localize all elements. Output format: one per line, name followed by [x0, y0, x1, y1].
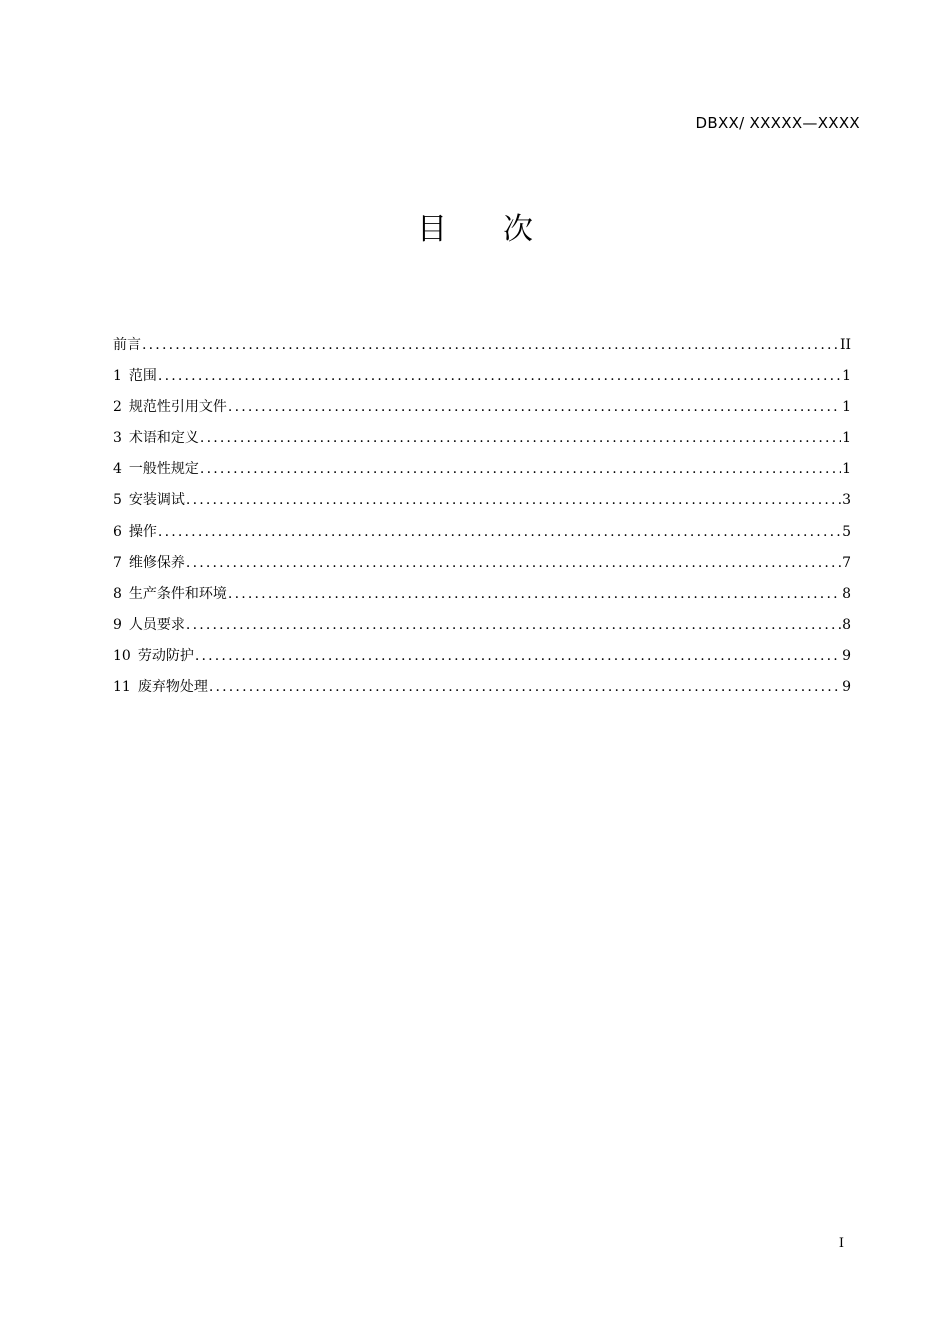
toc-entry-label: 规范性引用文件: [128, 399, 227, 416]
toc-entry-page: II: [839, 337, 851, 353]
toc-entry-page: 1: [842, 461, 851, 478]
toc-entry-page: 8: [842, 616, 851, 633]
toc-entry[interactable]: [113, 426, 851, 457]
toc-entry-number: 2: [113, 399, 122, 416]
toc-leader-dots: [228, 395, 841, 419]
toc-entry-page: 1: [842, 399, 851, 416]
toc-entry-number: 10: [113, 647, 131, 664]
toc-entry[interactable]: [113, 488, 851, 519]
toc-entry[interactable]: [113, 551, 851, 582]
toc-entry-label: 劳动防护: [137, 647, 194, 664]
toc-leader-dots: [228, 582, 841, 606]
toc-entry[interactable]: [113, 675, 851, 706]
toc-entry-label: 生产条件和环境: [128, 585, 227, 602]
toc-entry-label: 一般性规定: [128, 461, 199, 478]
toc-entry[interactable]: [113, 364, 851, 395]
table-of-contents: [113, 333, 851, 706]
toc-entry-number: 9: [113, 616, 122, 633]
toc-leader-dots: [142, 333, 839, 357]
toc-entry-number: 3: [113, 430, 122, 447]
title-char-right: 次: [503, 212, 533, 247]
toc-entry-page: 7: [842, 554, 851, 571]
toc-leader-dots: [158, 520, 841, 544]
toc-entry-number: 4: [113, 461, 122, 478]
toc-entry-page: 1: [842, 368, 851, 385]
toc-leader-dots: [200, 426, 841, 450]
toc-entry-page: 5: [842, 523, 851, 540]
toc-entry-number: 11: [113, 679, 131, 696]
toc-entry[interactable]: [113, 520, 851, 551]
page-title: [0, 210, 950, 250]
toc-leader-dots: [158, 364, 841, 388]
toc-entry-page: 8: [842, 585, 851, 602]
toc-entry-page: 9: [842, 647, 851, 664]
toc-entry-label: 人员要求: [128, 616, 185, 633]
toc-entry-label: 废弃物处理: [137, 679, 208, 696]
toc-leader-dots: [186, 488, 841, 512]
toc-entry-number: 7: [113, 554, 122, 571]
toc-entry-label: 安装调试: [128, 492, 185, 509]
title-char-left: 目: [417, 212, 447, 247]
toc-leader-dots: [195, 644, 841, 668]
toc-entry-page: 1: [842, 430, 851, 447]
page-number: I: [838, 1236, 844, 1251]
toc-entry-number: 6: [113, 523, 122, 540]
toc-entry[interactable]: [113, 613, 851, 644]
toc-entry-page: 9: [842, 679, 851, 696]
toc-leader-dots: [200, 457, 841, 481]
toc-entry-number: 8: [113, 585, 122, 602]
toc-entry[interactable]: [113, 333, 851, 364]
document-code: DBXX/ XXXXX—XXXX: [695, 114, 860, 132]
toc-entry-label: 操作: [128, 523, 157, 540]
toc-entry-number: 1: [113, 368, 122, 385]
toc-leader-dots: [209, 675, 841, 699]
toc-entry-label: 范围: [128, 368, 157, 385]
toc-entry[interactable]: [113, 457, 851, 488]
toc-entry-label: 维修保养: [128, 554, 185, 571]
toc-entry[interactable]: [113, 395, 851, 426]
toc-entry-label: 术语和定义: [128, 430, 199, 447]
toc-entry-label: 前言: [113, 337, 141, 353]
toc-leader-dots: [186, 551, 841, 575]
toc-entry-number: 5: [113, 492, 122, 509]
toc-entry-page: 3: [842, 492, 851, 509]
toc-entry[interactable]: [113, 644, 851, 675]
toc-entry[interactable]: [113, 582, 851, 613]
toc-leader-dots: [186, 613, 841, 637]
